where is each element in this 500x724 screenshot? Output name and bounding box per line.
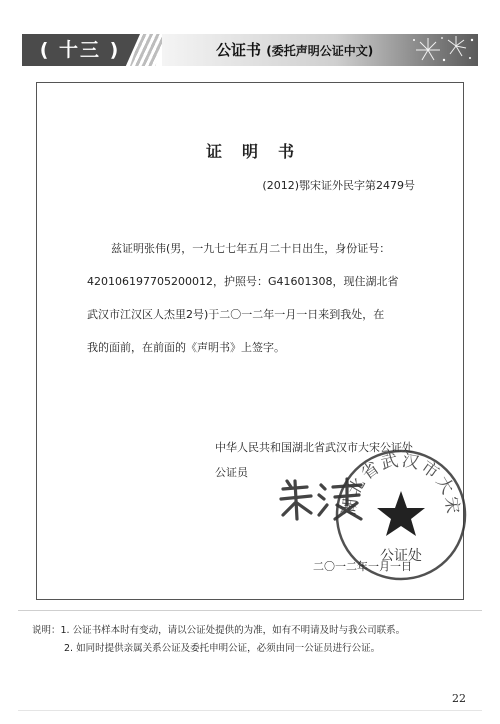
issuer-name: 中华人民共和国湖北省武汉市大宋公证处 — [215, 441, 413, 454]
certificate-frame — [36, 82, 464, 600]
footer-divider — [18, 710, 482, 711]
svg-text:湖北省武汉市大宋: 湖北省武汉市大宋 — [339, 450, 463, 517]
body-line: 420106197705200012，护照号：G41601308，现住湖北省 — [87, 275, 399, 288]
body-line: 武汉市江汉区人杰里2号)于二〇一二年一月一日来到我处，在 — [87, 308, 385, 321]
certificate-title: 证明书 — [205, 142, 314, 161]
body-line: 我的面前，在前面的《声明书》上签字。 — [87, 341, 285, 354]
banner-title-block — [162, 34, 478, 66]
section-title-sub: (委托声明公证中文) — [266, 44, 374, 58]
section-title — [216, 34, 373, 66]
section-number: ( 十三 ) — [39, 39, 121, 61]
sparkle-decoration-icon — [408, 34, 478, 66]
note-line-1: 说明：1. 公证书样本时有变动，请以公证处提供的为准，如有不明请及时与我公司联系。 — [32, 625, 406, 636]
body-line: 兹证明张伟(男，一九七七年五月二十日出生，身份证号： — [111, 242, 391, 255]
svg-text:公证处: 公证处 — [380, 548, 422, 564]
divider — [18, 610, 482, 611]
issue-date: 二〇一二年一月一日 — [313, 560, 412, 573]
section-title-main: 公证书 — [216, 41, 262, 59]
section-banner — [22, 34, 478, 66]
note-line-2: 2. 如同时提供亲属关系公证及委托申明公证，必须由同一公证员进行公证。 — [64, 643, 381, 654]
page-number: 22 — [452, 692, 466, 705]
notary-label: 公证员 — [215, 466, 248, 479]
document-number: (2012)鄂宋证外民字第2479号 — [262, 179, 415, 192]
